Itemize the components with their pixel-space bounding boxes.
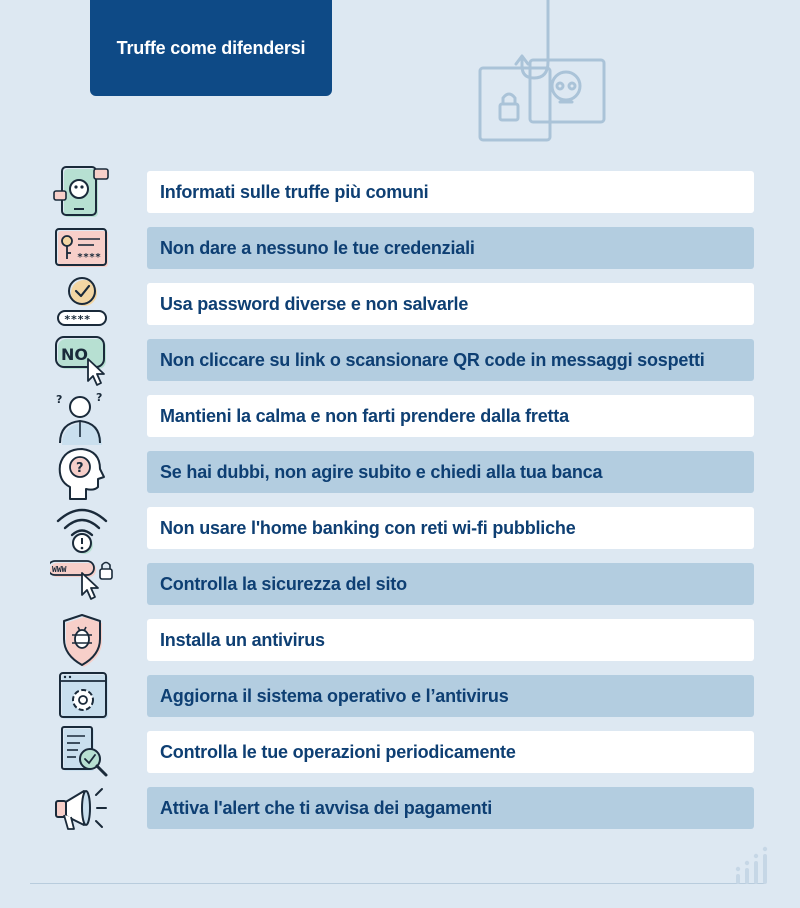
tip-row <box>0 675 800 719</box>
phishing-phone-icon <box>50 163 114 223</box>
tip-text: Non cliccare su link o scansionare QR code in messaggi sospetti <box>147 339 754 381</box>
tip-text: Usa password diverse e non salvarle <box>147 283 754 325</box>
tip-row <box>0 283 800 327</box>
tip-text: Installa un antivirus <box>147 619 754 661</box>
alert-megaphone-icon <box>50 779 114 839</box>
tip-text: Se hai dubbi, non agire subito e chiedi alla tua banca <box>147 451 754 493</box>
svg-text:?: ? <box>76 461 84 476</box>
credentials-card-icon <box>50 219 114 279</box>
svg-text:WWW: WWW <box>52 565 67 574</box>
tip-text: Informati sulle truffe più comuni <box>147 171 754 213</box>
tip-row <box>0 731 800 775</box>
tip-text: Controlla le tue operazioni periodicamente <box>147 731 754 773</box>
tip-text: Non usare l'home banking con reti wi-fi pubbliche <box>147 507 754 549</box>
doubt-head-icon <box>50 443 114 503</box>
svg-text:?: ? <box>56 393 63 406</box>
wifi-warning-icon <box>50 499 114 559</box>
tip-row <box>0 391 800 439</box>
password-check-icon <box>50 275 114 335</box>
secure-site-icon <box>50 555 114 615</box>
tip-row <box>0 451 800 495</box>
phishing-hook-icon <box>470 0 620 150</box>
page-title-text: Truffe come difendersi <box>116 37 306 58</box>
tip-row <box>0 227 800 271</box>
svg-text:NO: NO <box>61 345 88 364</box>
antivirus-shield-icon <box>50 611 114 671</box>
tip-text: Mantieni la calma e non farti prendere dalla fretta <box>147 395 754 437</box>
footer-divider <box>30 883 765 884</box>
tip-row <box>0 563 800 607</box>
check-operations-icon <box>50 723 114 783</box>
tip-text: Aggiorna il sistema operativo e l’antivirus <box>147 675 754 717</box>
tip-row <box>0 619 800 663</box>
svg-text:****: **** <box>77 252 102 263</box>
tip-text: Non dare a nessuno le tue credenziali <box>147 227 754 269</box>
bars-logo-icon <box>733 843 773 885</box>
calm-person-icon <box>50 387 114 447</box>
tip-row <box>0 339 800 383</box>
system-update-icon <box>50 667 114 727</box>
tip-row <box>0 507 800 551</box>
tip-row <box>0 787 800 831</box>
svg-text:?: ? <box>96 391 103 404</box>
svg-text:****: **** <box>64 313 91 326</box>
page-title <box>90 0 332 96</box>
tip-row <box>0 171 800 215</box>
tip-text: Attiva l'alert che ti avvisa dei pagamenti <box>147 787 754 829</box>
no-click-icon <box>50 331 114 391</box>
tip-text: Controlla la sicurezza del sito <box>147 563 754 605</box>
